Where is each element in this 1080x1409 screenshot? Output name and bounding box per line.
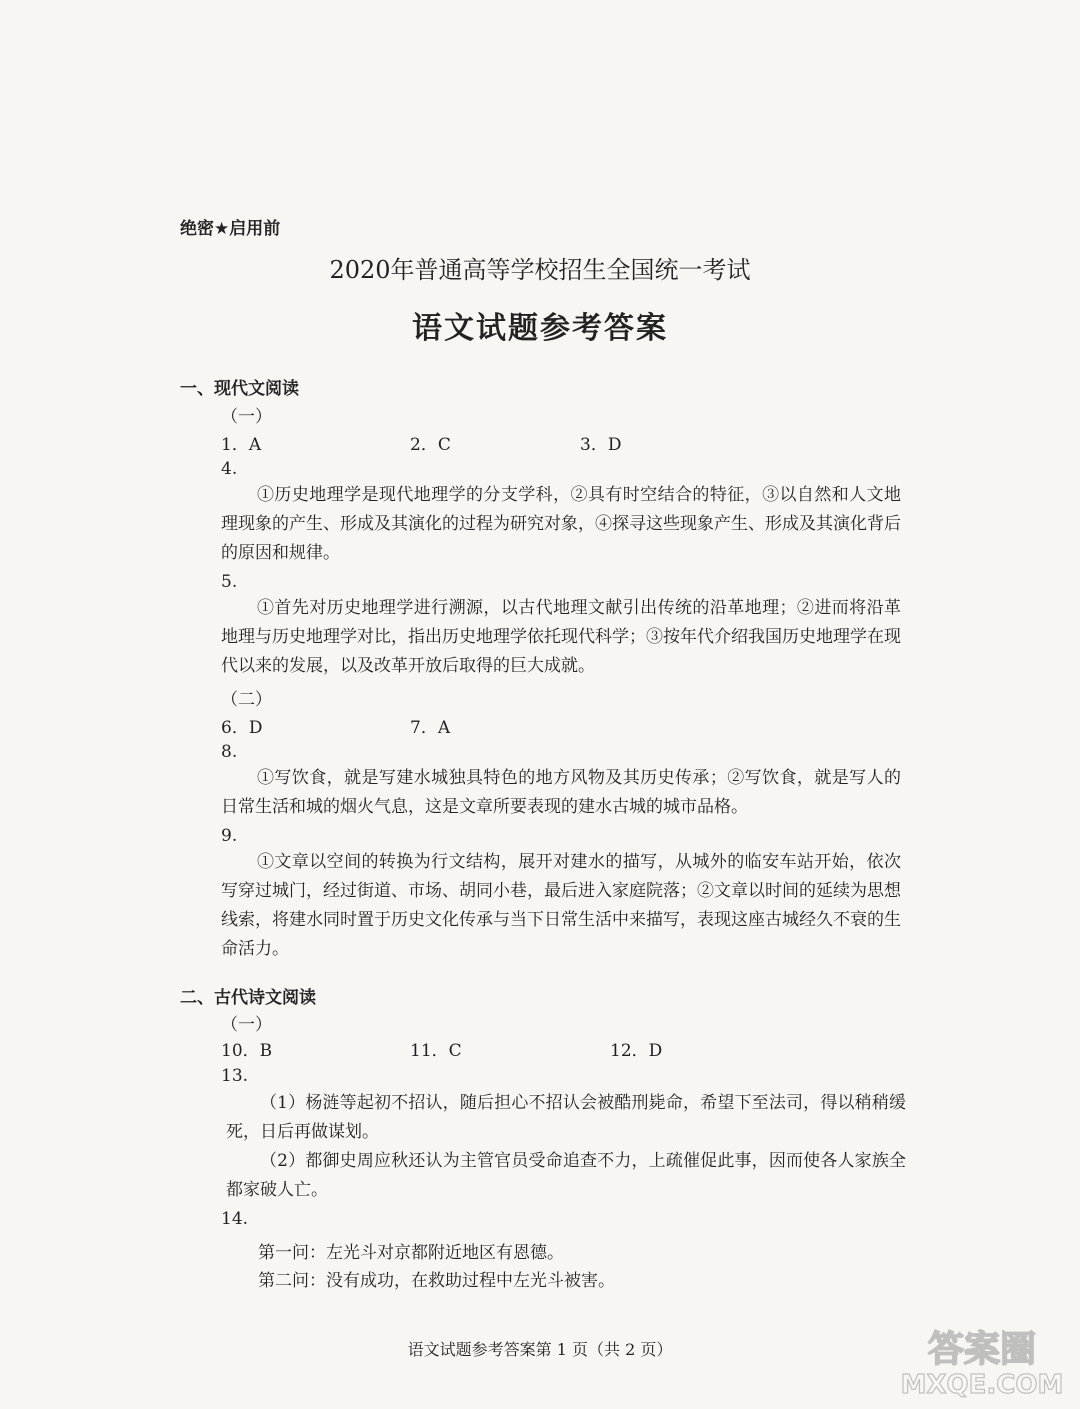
document-subtitle: 语文试题参考答案: [412, 311, 668, 346]
watermark-icon: [890, 1321, 1070, 1401]
answer-11: 11．C: [410, 1041, 462, 1061]
answer-3: 3．D: [580, 435, 622, 455]
watermark-url-text: MXQE.COM: [900, 1370, 1064, 1400]
question-number-5: 5.: [221, 572, 238, 592]
confidential-label: 绝密★启用前: [180, 219, 281, 239]
watermark-logo-text: 答案圈: [927, 1329, 1037, 1370]
answer-8-text: ①写饮食，就是写建水城独具特色的地方风物及其历史传承；②写饮食，就是写人的日常生活和城的烟火气息，这是文章所要表现的建水古城的城市品格。: [221, 768, 901, 817]
question-number-8: 8.: [221, 742, 238, 762]
answer-12: 12．D: [610, 1041, 663, 1061]
watermark-logo: [890, 1321, 1070, 1401]
section-heading-classical-reading: 二、古代诗文阅读: [180, 988, 316, 1008]
part-label: （二）: [221, 690, 272, 710]
answer-13-part1: （1）杨涟等起初不招认，随后担心不招认会被酷刑毙命，希望下至法司，得以稍稍缓死，日后再做谋划。: [226, 1093, 906, 1142]
question-number-9: 9.: [221, 826, 238, 846]
answer-7: 7．A: [410, 718, 451, 738]
answer-2: 2．C: [410, 435, 451, 455]
answer-1: 1．A: [221, 435, 262, 455]
section-heading-modern-reading: 一、现代文阅读: [180, 379, 299, 399]
answer-9-text: ①文章以空间的转换为行文结构，展开对建水的描写，从城外的临安车站开始，依次写穿过城门，经过街道、市场、胡同小巷，最后进入家庭院落；②文章以时间的延续为思想线索，将建水同时置于历史文化传承与当下日常生活中来描写，表现这座古城经久不衰的生命活力。: [221, 852, 901, 959]
answer-6: 6．D: [221, 718, 263, 738]
part-label: （一）: [221, 407, 272, 427]
answer-14-part2: 第二问：没有成功，在救助过程中左光斗被害。: [258, 1271, 615, 1291]
answer-10: 10．B: [221, 1041, 273, 1061]
question-number-13: 13.: [221, 1066, 249, 1086]
answer-14-part1: 第一问：左光斗对京都附近地区有恩德。: [258, 1243, 564, 1263]
answer-5-text: ①首先对历史地理学进行溯源，以古代地理文献引出传统的沿革地理；②进而将沿革地理与历史地理学对比，指出历史地理学依托现代科学；③按年代介绍我国历史地理学在现代以来的发展，以及改革开放后取得的巨大成就。: [221, 598, 901, 676]
question-number-4: 4.: [221, 459, 238, 479]
page-footer: 语文试题参考答案第 1 页（共 2 页）: [407, 1340, 673, 1359]
question-number-14: 14.: [221, 1209, 249, 1229]
part-label: （一）: [221, 1015, 272, 1035]
exam-title: 2020年普通高等学校招生全国统一考试: [329, 256, 751, 284]
answer-4-text: ①历史地理学是现代地理学的分支学科，②具有时空结合的特征，③以自然和人文地理现象的产生、形成及其演化的过程为研究对象，④探寻这些现象产生、形成及其演化背后的原因和规律。: [221, 485, 901, 563]
answer-13-part2: （2）都御史周应秋还认为主管官员受命追查不力，上疏催促此事，因而使各人家族全都家破人亡。: [226, 1151, 906, 1200]
